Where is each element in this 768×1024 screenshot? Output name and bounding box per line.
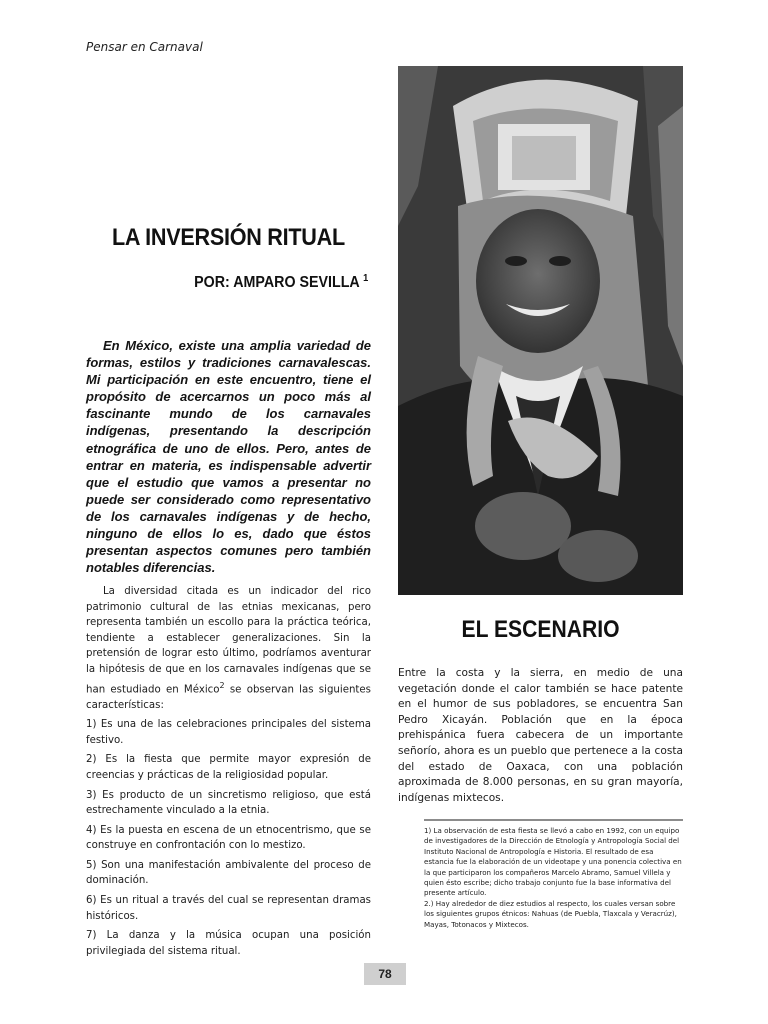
body-lead-text-end: se observan las siguientes características:: [86, 683, 371, 711]
list-item: 7) La danza y la música ocupan una posición privilegiada del sistema ritual.: [86, 930, 371, 957]
footnote-item: 1) La observación de esta fiesta se llevó a cabo en 1992, con un equipo de investigadores de la Dirección de Etnología y Antropología Social del Instituto Nacional de Antropología e Historia. El resultado de esa estancia fue la elaboración de un videotape y una ponencia colectiva en la que participaron los compañeros Marcelo Abramo, Samuel Villela y quien ésto escribe; dicho trabajo conjunto fue la base informativa del presente artículo.: [424, 826, 682, 898]
page-number: 78: [364, 963, 406, 985]
footnotes: [424, 826, 683, 930]
body-footnote-marker: 2: [219, 680, 225, 690]
author-byline: [194, 273, 368, 292]
intro-paragraph: En México, existe una amplia variedad de formas, estilos y tradiciones carnavalescas. Mi participación en este encuentro, tiene el propósito de acercarnos un poco más al fascinante mundo de los carnavales indígenas, presentando la descripción etnográfica de uno de ellos. Pero, antes de entrar en materia, es indispensable advertir que el estudio que vamos a presentar no puede ser considerado como representativo de los carnavales indígenas y de hecho, ninguno de ellos lo es, dado que éstos presentan aspectos comunes pero también notables diferencias.: [86, 338, 371, 576]
list-item: 6) Es un ritual a través del cual se representan dramas históricos.: [86, 895, 371, 922]
footnote-item: 2.) Hay alrededor de diez estudios al respecto, los cuales versan sobre los siguientes grupos étnicos: Nahuas (de Puebla, Tlaxcala y Veracrúz), Mayas, Totonacos y Mixtecos.: [424, 898, 677, 929]
list-item: 5) Son una manifestación ambivalente del proceso de dominación.: [86, 859, 371, 887]
list-item: 4) Es la puesta en escena de un etnocentrismo, que se construye en confrontación con lo mestizo.: [86, 824, 371, 852]
list-item: 2) Es la fiesta que permite mayor expresión de creencias y prácticas de la religiosidad popular.: [86, 754, 371, 781]
running-head: Pensar en Carnaval: [86, 40, 203, 54]
author-name: POR: AMPARO SEVILLA: [193, 274, 359, 292]
portrait-illustration: [398, 66, 683, 595]
section-title: EL ESCENARIO: [461, 616, 620, 643]
body-lead-paragraph: [86, 584, 371, 713]
author-footnote-marker: 1: [362, 273, 368, 284]
body-column: [86, 584, 371, 963]
list-item: 1) Es una de las celebraciones principales del sistema festivo.: [86, 719, 371, 746]
footnote-divider: [424, 819, 683, 821]
body-lead-text: La diversidad citada es un indicador del rico patrimonio cultural de las etnias mexicanas, pero representa también un escollo para la práctica teórica, tendiente a establecer generalizaciones. Sin la pretensión de lograr esto último, podríamos aventurar la hipótesis de que en los carnavales indígenas que se han estudiado en México: [86, 586, 371, 695]
section-paragraph: Entre la costa y la sierra, en medio de una vegetación donde el calor también se hace patente en el humor de sus pobladores, se encuentra San Pedro Xicayán. Población que en la época prehispánica fuera cabecera de un importante señorío, ahora es un pueblo que pertenece a la costa del estado de Oaxaca, con una población aproximada de 8.000 personas, en su gran mayoría, indígenas mixtecos.: [398, 667, 683, 804]
portrait-photo: [398, 66, 683, 595]
list-item: 3) Es producto de un sincretismo religioso, que está estrechamente vinculado a la etnia.: [86, 789, 371, 817]
article-title: LA INVERSIÓN RITUAL: [112, 224, 345, 251]
